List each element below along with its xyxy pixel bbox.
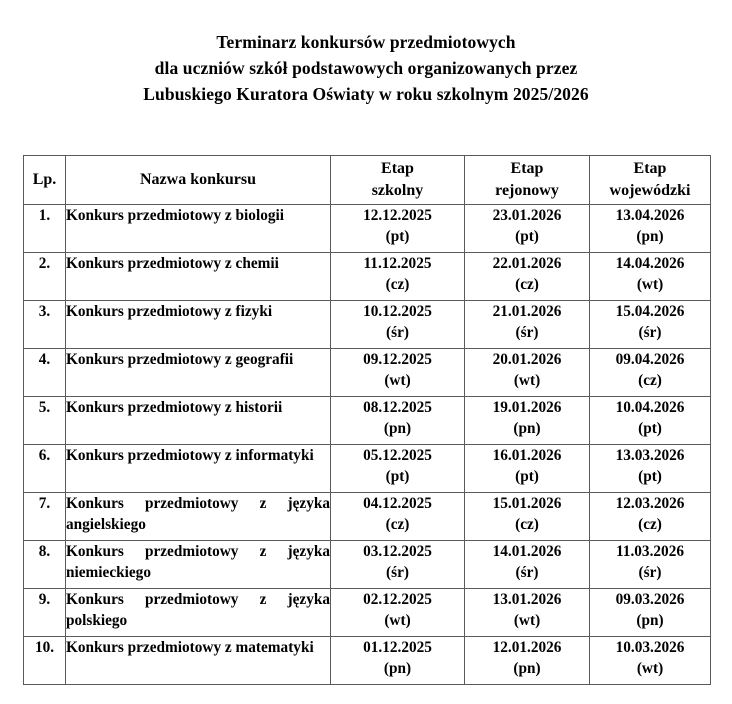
- table-row: [24, 589, 711, 637]
- column-header-lp-label: Lp.: [32, 171, 57, 188]
- column-header-stage-school-line2: szkolny: [371, 182, 424, 199]
- row-index-cell: 6.: [24, 445, 66, 493]
- table-row: [24, 445, 711, 493]
- voivodeship-stage-date-cell: [590, 397, 711, 445]
- date-value: 11.12.2025: [363, 255, 432, 272]
- date-value: 21.01.2026: [492, 303, 562, 320]
- weekday-value: (wt): [636, 660, 664, 677]
- page-title-line-3: Lubuskiego Kuratora Oświaty w roku szkolnym 2025/2026: [143, 84, 589, 104]
- regional-stage-date-cell: [465, 493, 590, 541]
- weekday-value: (wt): [384, 612, 411, 629]
- column-header-name: [66, 156, 331, 205]
- date-value: 23.01.2026: [492, 207, 562, 224]
- weekday-value: (wt): [384, 372, 411, 389]
- date-value: 13.03.2026: [615, 447, 685, 464]
- competition-name-cell: Konkurs przedmiotowy z biologii: [66, 205, 331, 253]
- date-value: 14.01.2026: [492, 543, 562, 560]
- table-body: [24, 205, 711, 685]
- table-row: [24, 349, 711, 397]
- weekday-value: (śr): [515, 564, 539, 581]
- school-stage-date-cell: [331, 397, 465, 445]
- weekday-value: (cz): [515, 516, 539, 533]
- voivodeship-stage-date-cell: [590, 349, 711, 397]
- voivodeship-stage-date-cell: [590, 445, 711, 493]
- weekday-value: (cz): [638, 516, 662, 533]
- column-header-stage-school-line1: Etap: [381, 160, 414, 177]
- row-index-cell: 4.: [24, 349, 66, 397]
- competition-name-cell: Konkurs przedmiotowy z języka angielskiego: [66, 493, 331, 541]
- school-stage-date-cell: [331, 349, 465, 397]
- regional-stage-date-cell: [465, 589, 590, 637]
- voivodeship-stage-date-cell: [590, 253, 711, 301]
- weekday-value: (śr): [386, 564, 409, 581]
- column-header-stage-voivodeship: [590, 156, 711, 205]
- table-header: [24, 156, 711, 205]
- school-stage-date-cell: [331, 205, 465, 253]
- competition-name-cell: Konkurs przedmiotowy z chemii: [66, 253, 331, 301]
- weekday-value: (pn): [383, 420, 412, 437]
- regional-stage-date-cell: [465, 445, 590, 493]
- date-value: 16.01.2026: [492, 447, 562, 464]
- date-value: 10.12.2025: [363, 303, 432, 320]
- voivodeship-stage-date-cell: [590, 637, 711, 685]
- date-value: 09.12.2025: [363, 351, 432, 368]
- table-row: [24, 541, 711, 589]
- row-index-cell: 3.: [24, 301, 66, 349]
- weekday-value: (pt): [515, 228, 539, 245]
- row-index-cell: 5.: [24, 397, 66, 445]
- table-row: [24, 301, 711, 349]
- page-title-line-1: Terminarz konkursów przedmiotowych: [216, 32, 516, 52]
- voivodeship-stage-date-cell: [590, 205, 711, 253]
- column-header-stage-school: [331, 156, 465, 205]
- row-index-cell: 8.: [24, 541, 66, 589]
- column-header-stage-region: [465, 156, 590, 205]
- weekday-value: (pt): [638, 420, 662, 437]
- date-value: 13.01.2026: [492, 591, 562, 608]
- date-value: 10.04.2026: [615, 399, 685, 416]
- date-value: 08.12.2025: [363, 399, 432, 416]
- weekday-value: (pn): [636, 612, 664, 629]
- table-row: [24, 253, 711, 301]
- weekday-value: (pt): [515, 468, 539, 485]
- weekday-value: (cz): [515, 276, 539, 293]
- column-header-stage-voivodeship-line2: wojewódzki: [609, 182, 691, 199]
- regional-stage-date-cell: [465, 253, 590, 301]
- date-value: 05.12.2025: [363, 447, 432, 464]
- date-value: 03.12.2025: [363, 543, 432, 560]
- date-value: 10.03.2026: [615, 639, 685, 656]
- date-value: 11.03.2026: [616, 543, 684, 560]
- weekday-value: (pn): [513, 660, 541, 677]
- column-header-stage-region-line1: Etap: [510, 160, 544, 177]
- table-row: [24, 397, 711, 445]
- weekday-value: (pt): [638, 468, 662, 485]
- date-value: 13.04.2026: [615, 207, 685, 224]
- competition-schedule-table: [23, 155, 711, 685]
- weekday-value: (wt): [513, 372, 541, 389]
- competition-name-cell: Konkurs przedmiotowy z fizyki: [66, 301, 331, 349]
- weekday-value: (cz): [385, 516, 410, 533]
- page-title: [0, 29, 732, 107]
- competition-name-cell: Konkurs przedmiotowy z języka polskiego: [66, 589, 331, 637]
- school-stage-date-cell: [331, 589, 465, 637]
- weekday-value: (cz): [638, 372, 662, 389]
- table-header-row: [24, 156, 711, 205]
- weekday-value: (śr): [386, 324, 409, 341]
- competition-name-cell: Konkurs przedmiotowy z geografii: [66, 349, 331, 397]
- row-index-cell: 10.: [24, 637, 66, 685]
- row-index-cell: 1.: [24, 205, 66, 253]
- column-header-lp: [24, 156, 66, 205]
- school-stage-date-cell: [331, 253, 465, 301]
- weekday-value: (pn): [636, 228, 664, 245]
- date-value: 02.12.2025: [363, 591, 432, 608]
- school-stage-date-cell: [331, 445, 465, 493]
- date-value: 19.01.2026: [492, 399, 562, 416]
- table-row: [24, 637, 711, 685]
- column-header-stage-voivodeship-line1: Etap: [633, 160, 667, 177]
- date-value: 12.01.2026: [492, 639, 562, 656]
- column-header-name-label: Nazwa konkursu: [139, 171, 257, 188]
- weekday-value: (wt): [636, 276, 664, 293]
- school-stage-date-cell: [331, 493, 465, 541]
- regional-stage-date-cell: [465, 301, 590, 349]
- date-value: 09.04.2026: [615, 351, 685, 368]
- row-index-cell: 7.: [24, 493, 66, 541]
- date-value: 15.04.2026: [615, 303, 685, 320]
- voivodeship-stage-date-cell: [590, 301, 711, 349]
- regional-stage-date-cell: [465, 349, 590, 397]
- competition-name-cell: Konkurs przedmiotowy z języka niemieckiego: [66, 541, 331, 589]
- competition-name-cell: Konkurs przedmiotowy z historii: [66, 397, 331, 445]
- competition-name-cell: Konkurs przedmiotowy z matematyki: [66, 637, 331, 685]
- date-value: 22.01.2026: [492, 255, 562, 272]
- voivodeship-stage-date-cell: [590, 493, 711, 541]
- regional-stage-date-cell: [465, 637, 590, 685]
- date-value: 15.01.2026: [492, 495, 562, 512]
- date-value: 20.01.2026: [492, 351, 562, 368]
- school-stage-date-cell: [331, 301, 465, 349]
- regional-stage-date-cell: [465, 205, 590, 253]
- weekday-value: (cz): [385, 276, 410, 293]
- school-stage-date-cell: [331, 637, 465, 685]
- voivodeship-stage-date-cell: [590, 589, 711, 637]
- weekday-value: (pt): [385, 468, 410, 485]
- table-row: [24, 205, 711, 253]
- page-title-line-2: dla uczniów szkół podstawowych organizowanych przez: [154, 58, 578, 78]
- date-value: 12.03.2026: [615, 495, 685, 512]
- weekday-value: (pn): [383, 660, 412, 677]
- weekday-value: (wt): [513, 612, 541, 629]
- date-value: 01.12.2025: [363, 639, 432, 656]
- date-value: 09.03.2026: [615, 591, 685, 608]
- competition-name-cell: Konkurs przedmiotowy z informatyki: [66, 445, 331, 493]
- table-row: [24, 493, 711, 541]
- row-index-cell: 2.: [24, 253, 66, 301]
- weekday-value: (śr): [515, 324, 539, 341]
- regional-stage-date-cell: [465, 541, 590, 589]
- weekday-value: (pn): [513, 420, 541, 437]
- weekday-value: (śr): [638, 324, 662, 341]
- weekday-value: (śr): [638, 564, 662, 581]
- regional-stage-date-cell: [465, 397, 590, 445]
- weekday-value: (pt): [385, 228, 410, 245]
- date-value: 14.04.2026: [615, 255, 685, 272]
- school-stage-date-cell: [331, 541, 465, 589]
- date-value: 12.12.2025: [363, 207, 432, 224]
- date-value: 04.12.2025: [363, 495, 432, 512]
- voivodeship-stage-date-cell: [590, 541, 711, 589]
- row-index-cell: 9.: [24, 589, 66, 637]
- column-header-stage-region-line2: rejonowy: [495, 182, 559, 199]
